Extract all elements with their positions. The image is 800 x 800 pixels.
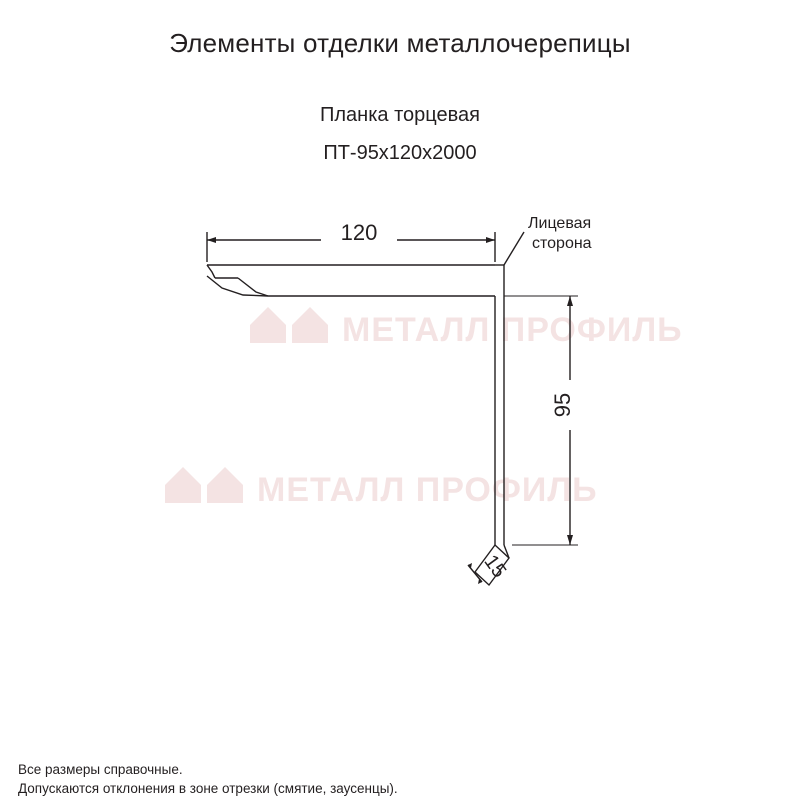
footnote-line-2: Допускаются отклонения в зоне отрезки (смятие, заусенцы). <box>18 781 398 796</box>
face-label-line2: сторона <box>532 235 592 252</box>
profile-left-bend-outer <box>207 265 215 278</box>
face-label-line1: Лицевая <box>528 215 592 232</box>
footnotes <box>18 760 398 798</box>
product-name: Планка торцевая <box>320 104 480 126</box>
dim-bottom-label: 15 <box>479 551 511 582</box>
product-code: ПТ-95x120x2000 <box>323 142 477 164</box>
dim-top-arrow-left <box>207 237 216 243</box>
dim-top-label: 120 <box>340 220 378 245</box>
face-label-leader <box>504 232 524 265</box>
dim-right-arrow-bottom <box>567 535 573 545</box>
footnote-line-1: Все размеры справочные. <box>18 762 183 777</box>
svg-text:МЕТАЛЛ ПРОФИЛЬ: МЕТАЛЛ ПРОФИЛЬ <box>342 311 683 349</box>
page-title: Элементы отделки металлочерепицы <box>169 28 631 58</box>
dim-right-arrow-top <box>567 296 573 306</box>
dim-top-arrow-right <box>486 237 495 243</box>
svg-text:МЕТАЛЛ ПРОФИЛЬ: МЕТАЛЛ ПРОФИЛЬ <box>257 471 598 509</box>
dim-bottom-line <box>468 565 482 582</box>
dim-right-label: 95 <box>550 392 575 418</box>
profile-drip-lower <box>238 278 268 296</box>
